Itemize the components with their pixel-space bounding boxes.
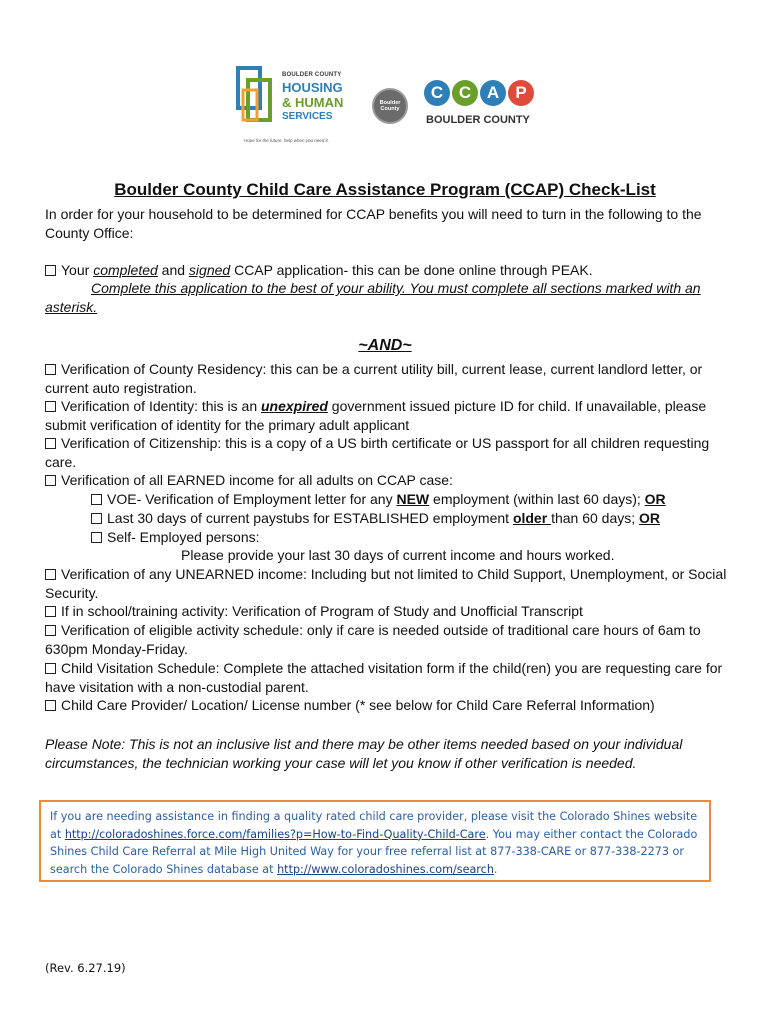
checklist-item-residency	[45, 360, 735, 397]
application-mid: and	[157, 262, 189, 278]
identity-pre: Verification of Identity: this is an	[61, 398, 261, 414]
self-employed-text: Self- Employed persons:	[107, 529, 260, 545]
checklist-item-school	[45, 602, 735, 621]
page-title: Boulder County Child Care Assistance Program (CCAP) Check-List	[114, 180, 656, 199]
colorado-shines-search-link[interactable]: http://www.coloradoshines.com/search	[277, 862, 494, 876]
voe-post: employment (within last 60 days);	[429, 491, 645, 507]
referral-text-3: .	[493, 862, 498, 876]
referral-text-1: If you are needing assistance in finding a quality rated child care provider, please visit the Colorado Shines website at	[50, 810, 698, 841]
hhs-logo-line3: & HUMAN	[282, 95, 344, 110]
schedule-text: Verification of eligible activity schedule: only if care is needed outside of traditional care hours of 6am to 630pm Monday-Friday.	[45, 622, 701, 657]
checklist-item-unearned-income	[45, 565, 735, 602]
checkbox-citizenship[interactable]	[45, 438, 56, 449]
ccap-letter-2: C	[452, 80, 478, 106]
application-completed: completed	[93, 262, 158, 278]
checklist-subitem-voe	[91, 490, 731, 509]
logo-row	[232, 58, 542, 154]
ccap-logo	[424, 80, 542, 150]
school-text: If in school/training activity: Verification of Program of Study and Unofficial Transcript	[61, 603, 583, 619]
referral-info-box	[39, 800, 711, 882]
housing-human-services-logo	[232, 58, 362, 150]
earned-income-text: Verification of all EARNED income for all adults on CCAP case:	[61, 472, 453, 488]
ccap-letter-1: C	[424, 80, 450, 106]
seal-text: Boulder County	[379, 100, 401, 112]
hhs-mark-icon	[236, 66, 276, 132]
application-pre: Your	[61, 262, 94, 278]
checkbox-identity[interactable]	[45, 401, 56, 412]
checkbox-residency[interactable]	[45, 364, 56, 375]
checkbox-schedule[interactable]	[45, 625, 56, 636]
application-signed: signed	[188, 262, 231, 278]
checkbox-provider[interactable]	[45, 700, 56, 711]
colorado-shines-families-link[interactable]: http://coloradoshines.force.com/families?p=How-to-Find-Quality-Child-Care	[64, 827, 486, 841]
hhs-logo-tagline: Hope for the future, help when you need it.	[244, 138, 330, 143]
application-note: Complete this application to the best of your ability. You must complete all sections marked with an asterisk.	[45, 280, 701, 315]
unearned-income-text: Verification of any UNEARNED income: Including but not limited to Child Support, Unemployment, or Social Security.	[45, 566, 727, 601]
ccap-logo-subtitle: BOULDER COUNTY	[426, 114, 530, 126]
voe-or: OR	[644, 491, 666, 507]
paystubs-pre: Last 30 days of current paystubs for ESTABLISHED employment	[107, 510, 513, 526]
intro-text: In order for your household to be determined for CCAP benefits you will need to turn in the following to the County Office:	[45, 206, 702, 241]
checkbox-school[interactable]	[45, 606, 56, 617]
voe-pre: VOE- Verification of Employment letter for any	[107, 491, 397, 507]
checklist-item-earned-income	[45, 471, 735, 490]
checklist-item-citizenship	[45, 434, 735, 471]
hhs-logo-line1: BOULDER COUNTY	[282, 72, 342, 78]
paystubs-post: than 60 days;	[551, 510, 640, 526]
citizenship-text: Verification of Citizenship: this is a copy of a US birth certificate or US passport for all children requesting care.	[45, 435, 710, 470]
checklist-item-provider	[45, 696, 735, 715]
checklist-item-application	[45, 261, 735, 280]
boulder-county-seal	[372, 88, 408, 124]
identity-emphasis: unexpired	[261, 398, 328, 414]
hhs-logo-line4: SERVICES	[282, 111, 333, 122]
checkbox-self-employed[interactable]	[91, 532, 102, 543]
checkbox-earned-income[interactable]	[45, 475, 56, 486]
residency-text: Verification of County Residency: this can be a current utility bill, current lease, current landlord letter, or current auto registration.	[45, 361, 703, 396]
identity-post: government issued picture ID for child. If unavailable, please submit verification of identity for the primary adult applicant	[45, 398, 707, 433]
visitation-text: Child Visitation Schedule: Complete the attached visitation form if the child(ren) you are requesting care for have visitation with a non-custodial parent.	[45, 660, 723, 695]
checkbox-visitation[interactable]	[45, 663, 56, 674]
please-note: Please Note: This is not an inclusive list and there may be other items needed based on your individual circumstances, the technician working your case will let you know if other verification is needed.	[45, 736, 683, 771]
and-divider: ~AND~	[358, 337, 412, 354]
provider-text: Child Care Provider/ Location/ License number (* see below for Child Care Referral Information)	[61, 697, 655, 713]
referral-text-2: . You may either contact the Colorado Shines Child Care Referral at Mile High United Way for your free referral list at 877-338-CARE or 877-338-2273 or search the Colorado Shines database at	[50, 827, 698, 876]
checklist-item-identity	[45, 397, 735, 434]
self-employed-note: Please provide your last 30 days of current income and hours worked.	[181, 547, 615, 563]
checklist-subitem-self-employed	[91, 528, 731, 547]
application-post: CCAP application- this can be done online through PEAK.	[230, 262, 593, 278]
paystubs-or: OR	[639, 510, 661, 526]
checkbox-voe[interactable]	[91, 494, 102, 505]
checkbox-unearned-income[interactable]	[45, 569, 56, 580]
checklist-subitem-paystubs	[91, 509, 731, 528]
ccap-letter-3: A	[480, 80, 506, 106]
ccap-letter-4: P	[508, 80, 534, 106]
checklist-item-schedule	[45, 621, 735, 658]
hhs-logo-line2: HOUSING	[282, 80, 343, 95]
voe-emphasis: NEW	[396, 491, 430, 507]
checklist-item-visitation	[45, 659, 735, 696]
revision-date: (Rev. 6.27.19)	[45, 961, 126, 975]
checkbox-application[interactable]	[45, 265, 56, 276]
checkbox-paystubs[interactable]	[91, 513, 102, 524]
paystubs-emphasis: older	[512, 510, 552, 526]
